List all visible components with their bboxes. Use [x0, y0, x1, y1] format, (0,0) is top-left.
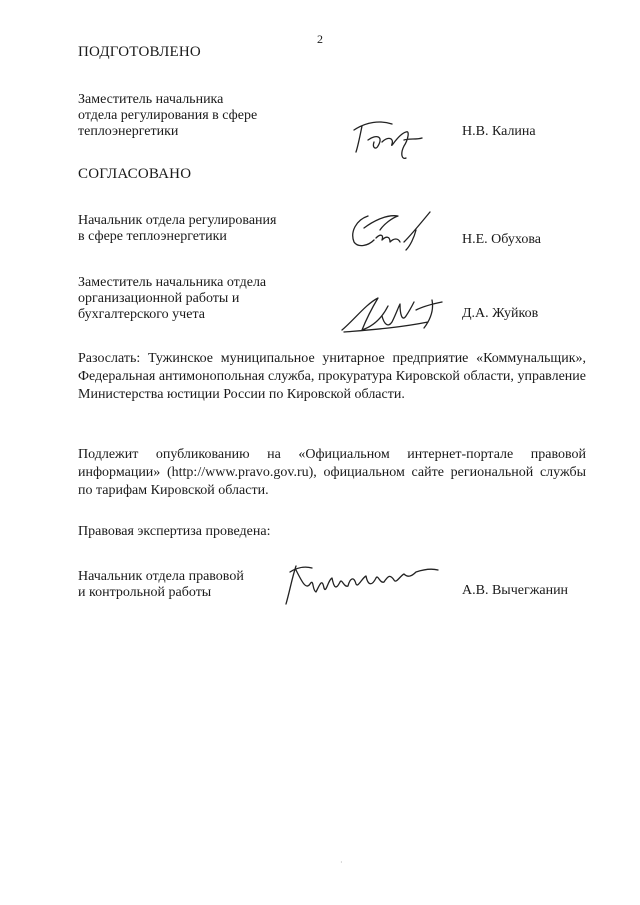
agreed-name-1: Н.Е. Обухова: [462, 232, 541, 247]
publication-paragraph: Подлежит опубликованию на «Официальном интернет-портале правовой информации» (http://www.pravo.gov.ru), официальном сайте региональной службы по тарифам Кировской области.: [78, 447, 586, 498]
position-line: теплоэнергетики: [78, 124, 179, 139]
agreed-name-2: Д.А. Жуйков: [462, 306, 539, 321]
prepared-position: [78, 92, 257, 140]
signature-vychegzhanin: [282, 560, 442, 610]
position-line: Начальник отдела регулирования: [78, 213, 277, 228]
position-line: и контрольной работы: [78, 585, 212, 600]
legal-review-name: А.В. Вычегжанин: [462, 583, 569, 598]
position-line: организационной работы и: [78, 291, 240, 306]
prepared-name: Н.В. Калина: [462, 124, 536, 139]
position-line: Заместитель начальника отдела: [78, 275, 267, 290]
signature-obukhova: [346, 204, 438, 252]
page-number: 2: [317, 32, 323, 46]
distribution-paragraph: [78, 350, 586, 404]
position-line: в сфере теплоэнергетики: [78, 229, 227, 244]
agreed-heading: СОГЛАСОВАНО: [78, 166, 192, 182]
legal-review-statement: Правовая экспертиза проведена:: [78, 524, 271, 539]
distribution-label: Разослать:: [78, 351, 141, 366]
prepared-heading: ПОДГОТОВЛЕНО: [78, 44, 201, 60]
distribution-text: Тужинское муниципальное унитарное предприятие «Коммунальщик», Федеральная антимонопольная служба, прокуратура Кировской области, управление Министерства юстиции России по Кировской области.: [78, 351, 587, 402]
agreed-position-1: [78, 213, 276, 245]
scan-specks: ·: [340, 858, 343, 867]
position-line: Начальник отдела правовой: [78, 569, 244, 584]
signature-kalina: [348, 112, 428, 164]
position-line: отдела регулирования в сфере: [78, 108, 258, 123]
position-line: Заместитель начальника: [78, 92, 224, 107]
legal-review-position: [78, 569, 244, 601]
position-line: бухгалтерского учета: [78, 307, 205, 322]
signature-zhuikov: [338, 290, 450, 338]
agreed-position-2: [78, 275, 266, 323]
